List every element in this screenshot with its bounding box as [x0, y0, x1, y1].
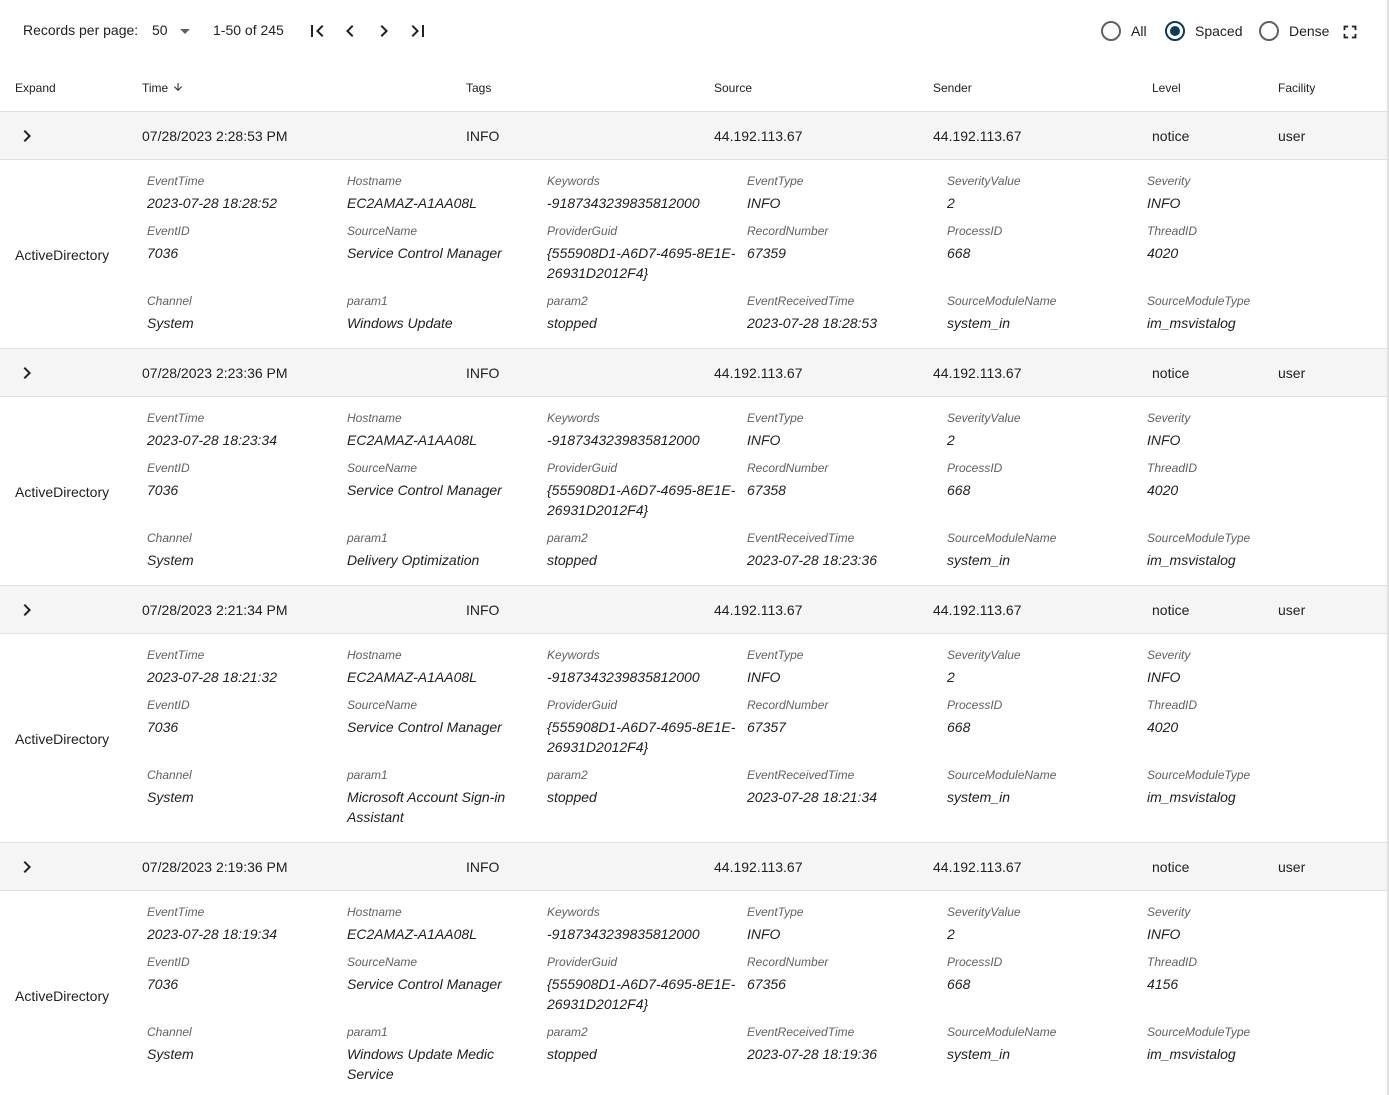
- detail-field-key: param1: [347, 768, 388, 782]
- detail-field-key: Severity: [1147, 648, 1191, 662]
- detail-field: [747, 174, 942, 213]
- cell-level: notice: [1152, 859, 1190, 875]
- detail-field: [147, 224, 342, 263]
- detail-field-key: ProcessID: [947, 955, 1003, 969]
- detail-field-key: EventReceivedTime: [747, 1025, 855, 1039]
- detail-field-key: EventID: [147, 698, 190, 712]
- detail-field: [1147, 461, 1342, 500]
- detail-field: [147, 174, 342, 213]
- detail-field-key: RecordNumber: [747, 461, 829, 475]
- detail-field-value: INFO: [747, 669, 781, 685]
- detail-field-value: EC2AMAZ-A1AA08L: [347, 195, 477, 211]
- detail-field-value: -9187343239835812000: [547, 432, 700, 448]
- detail-field-value: Windows Update: [347, 315, 453, 331]
- detail-field-key: param1: [347, 531, 388, 545]
- pagination-toolbar: [0, 0, 1389, 62]
- detail-field: [947, 461, 1142, 500]
- cell-sender: 44.192.113.67: [933, 365, 1022, 381]
- detail-field-key: ProcessID: [947, 698, 1003, 712]
- detail-field-value: System: [147, 789, 194, 805]
- detail-field: [347, 698, 542, 737]
- detail-field: [1147, 1025, 1342, 1064]
- detail-field-key: Severity: [1147, 905, 1191, 919]
- fullscreen-button[interactable]: [1339, 21, 1361, 43]
- detail-field-value: EC2AMAZ-A1AA08L: [347, 926, 477, 942]
- chevron-right-icon: [15, 855, 39, 879]
- detail-field: [547, 174, 742, 213]
- detail-field-key: Hostname: [347, 905, 402, 919]
- detail-field-key: SourceName: [347, 698, 418, 712]
- detail-field: [947, 1025, 1142, 1064]
- detail-field: [747, 411, 942, 450]
- detail-field: [947, 648, 1142, 687]
- detail-field-key: ThreadID: [1147, 955, 1198, 969]
- radio-dense[interactable]: [1259, 21, 1279, 41]
- row-detail-panel: [0, 891, 1387, 1095]
- column-header-tags[interactable]: Tags: [466, 81, 492, 95]
- detail-field: [747, 1025, 942, 1064]
- detail-field-value: im_msvistalog: [1147, 552, 1236, 568]
- detail-field-value: System: [147, 1046, 194, 1062]
- detail-tag: ActiveDirectory: [15, 731, 110, 747]
- detail-field: [547, 768, 742, 807]
- detail-field-value: Microsoft Account Sign-in Assistant: [347, 789, 506, 825]
- detail-field-value: system_in: [947, 789, 1011, 805]
- detail-field: [947, 698, 1142, 737]
- detail-field-value: 4156: [1147, 976, 1179, 992]
- detail-field: [1147, 174, 1342, 213]
- detail-field: [1147, 411, 1342, 450]
- cell-source: 44.192.113.67: [714, 365, 803, 381]
- detail-field-key: EventType: [747, 411, 804, 425]
- detail-field-value: {555908D1-A6D7-4695-8E1E-26931D2012F4}: [547, 976, 736, 1012]
- cell-facility: user: [1278, 859, 1306, 875]
- view-mode-dense-label: Dense: [1289, 23, 1330, 39]
- column-header-facility[interactable]: Facility: [1278, 81, 1316, 95]
- last-page-icon: [406, 19, 430, 43]
- detail-field: [147, 531, 342, 570]
- detail-field-value: 2: [947, 195, 955, 211]
- detail-field-value: 7036: [147, 976, 179, 992]
- detail-field-key: Channel: [147, 294, 192, 308]
- detail-field-key: ProviderGuid: [547, 461, 618, 475]
- cell-level: notice: [1152, 602, 1190, 618]
- detail-field-value: {555908D1-A6D7-4695-8E1E-26931D2012F4}: [547, 719, 736, 755]
- detail-field-value: 67356: [747, 976, 786, 992]
- detail-field: [747, 905, 942, 944]
- detail-field: [747, 698, 942, 737]
- cell-sender: 44.192.113.67: [933, 128, 1022, 144]
- detail-field: [747, 294, 942, 333]
- column-header-level[interactable]: Level: [1152, 81, 1181, 95]
- detail-field-value: stopped: [547, 315, 597, 331]
- detail-field-value: Service Control Manager: [347, 976, 502, 992]
- column-header-expand: Expand: [15, 81, 56, 95]
- view-mode-spaced-label: Spaced: [1195, 23, 1243, 39]
- detail-field-value: 4020: [1147, 245, 1179, 261]
- detail-field-key: SeverityValue: [947, 411, 1021, 425]
- detail-field-value: stopped: [547, 789, 597, 805]
- detail-field: [147, 411, 342, 450]
- detail-field-key: SourceModuleName: [947, 1025, 1057, 1039]
- detail-field: [547, 461, 742, 520]
- cell-sender: 44.192.113.67: [933, 602, 1022, 618]
- detail-field-key: param2: [547, 768, 588, 782]
- detail-field-key: SourceName: [347, 955, 418, 969]
- page-range-text: 1-50 of 245: [213, 22, 284, 38]
- detail-field-key: param2: [547, 531, 588, 545]
- cell-sender: 44.192.113.67: [933, 859, 1022, 875]
- detail-field-value: stopped: [547, 1046, 597, 1062]
- detail-field: [947, 224, 1142, 263]
- detail-field: [1147, 224, 1342, 263]
- detail-field: [947, 294, 1142, 333]
- detail-field-key: EventReceivedTime: [747, 531, 855, 545]
- detail-field-value: {555908D1-A6D7-4695-8E1E-26931D2012F4}: [547, 245, 736, 281]
- row-detail-panel: [0, 634, 1387, 843]
- detail-field: [1147, 905, 1342, 944]
- detail-field-key: SourceName: [347, 224, 418, 238]
- detail-field-value: EC2AMAZ-A1AA08L: [347, 669, 477, 685]
- cell-facility: user: [1278, 128, 1306, 144]
- detail-field: [147, 461, 342, 500]
- detail-field-key: Channel: [147, 1025, 192, 1039]
- table-row[interactable]: [0, 843, 1387, 891]
- detail-field-key: Severity: [1147, 174, 1191, 188]
- detail-field: [547, 224, 742, 283]
- detail-field-value: 7036: [147, 245, 179, 261]
- table-row[interactable]: [0, 586, 1387, 634]
- detail-field: [347, 294, 542, 333]
- detail-field: [547, 648, 742, 687]
- detail-field-value: system_in: [947, 1046, 1011, 1062]
- detail-field: [347, 768, 542, 827]
- detail-field-key: Hostname: [347, 174, 402, 188]
- detail-field-key: Keywords: [547, 905, 600, 919]
- detail-field-value: 668: [947, 976, 971, 992]
- detail-field-value: System: [147, 552, 194, 568]
- radio-all[interactable]: [1101, 21, 1121, 41]
- detail-field-key: Severity: [1147, 411, 1191, 425]
- cell-facility: user: [1278, 602, 1306, 618]
- detail-field: [347, 648, 542, 687]
- cell-time: 07/28/2023 2:28:53 PM: [142, 128, 288, 144]
- detail-field-key: SeverityValue: [947, 905, 1021, 919]
- detail-field: [747, 531, 942, 570]
- cell-source: 44.192.113.67: [714, 602, 803, 618]
- detail-field-key: param1: [347, 294, 388, 308]
- detail-field-key: param2: [547, 294, 588, 308]
- detail-field-key: ProviderGuid: [547, 224, 618, 238]
- expand-row-button[interactable]: [15, 361, 39, 385]
- cell-source: 44.192.113.67: [714, 859, 803, 875]
- detail-field: [547, 531, 742, 570]
- detail-field-value: stopped: [547, 552, 597, 568]
- detail-field-value: INFO: [747, 195, 781, 211]
- detail-field-key: Keywords: [547, 411, 600, 425]
- detail-field: [1147, 294, 1342, 333]
- detail-field: [347, 905, 542, 944]
- detail-field-key: RecordNumber: [747, 224, 829, 238]
- cell-tags: INFO: [466, 602, 500, 618]
- detail-field-key: Channel: [147, 531, 192, 545]
- detail-field: [747, 224, 942, 263]
- cell-level: notice: [1152, 365, 1190, 381]
- table-row[interactable]: [0, 112, 1387, 160]
- detail-field-value: INFO: [1147, 432, 1181, 448]
- detail-field-key: Hostname: [347, 411, 402, 425]
- detail-field-value: Delivery Optimization: [347, 552, 480, 568]
- detail-field-value: 2023-07-28 18:28:53: [747, 315, 877, 331]
- detail-field: [347, 224, 542, 263]
- column-header-source[interactable]: Source: [714, 81, 753, 95]
- records-per-page-value: 50: [152, 22, 168, 38]
- detail-field-value: im_msvistalog: [1147, 315, 1236, 331]
- detail-field: [1147, 768, 1342, 807]
- detail-tag: ActiveDirectory: [15, 484, 110, 500]
- detail-field: [147, 955, 342, 994]
- detail-field-value: 668: [947, 482, 971, 498]
- detail-field: [347, 461, 542, 500]
- view-mode-all[interactable]: [1101, 19, 1161, 43]
- first-page-button[interactable]: [305, 19, 329, 43]
- detail-field: [947, 955, 1142, 994]
- cell-tags: INFO: [466, 859, 500, 875]
- detail-field-value: 668: [947, 245, 971, 261]
- detail-field-key: param2: [547, 1025, 588, 1039]
- detail-field: [947, 411, 1142, 450]
- detail-field-key: Channel: [147, 768, 192, 782]
- detail-field-key: SourceModuleType: [1147, 1025, 1251, 1039]
- detail-field-key: EventTime: [147, 905, 205, 919]
- detail-field-value: 2023-07-28 18:21:34: [747, 789, 877, 805]
- detail-field: [947, 174, 1142, 213]
- detail-field: [347, 1025, 542, 1084]
- detail-field-value: 2023-07-28 18:28:52: [147, 195, 277, 211]
- detail-field-value: 2: [947, 432, 955, 448]
- expand-row-button[interactable]: [15, 124, 39, 148]
- detail-field: [747, 955, 942, 994]
- arrow-down-icon: [172, 81, 184, 93]
- detail-field-key: SourceModuleName: [947, 531, 1057, 545]
- detail-field-key: SourceModuleType: [1147, 531, 1251, 545]
- detail-field-value: system_in: [947, 552, 1011, 568]
- detail-field-key: ThreadID: [1147, 698, 1198, 712]
- detail-field-value: 2: [947, 669, 955, 685]
- detail-field-value: INFO: [1147, 669, 1181, 685]
- detail-field: [547, 411, 742, 450]
- detail-field: [147, 698, 342, 737]
- detail-field: [1147, 648, 1342, 687]
- detail-field-value: INFO: [747, 926, 781, 942]
- detail-field-key: EventTime: [147, 648, 205, 662]
- cell-facility: user: [1278, 365, 1306, 381]
- detail-field-key: SourceModuleType: [1147, 294, 1251, 308]
- detail-field-key: ProviderGuid: [547, 955, 618, 969]
- chevron-right-icon: [15, 124, 39, 148]
- detail-field: [347, 531, 542, 570]
- detail-field-key: EventID: [147, 461, 190, 475]
- detail-field-value: im_msvistalog: [1147, 1046, 1236, 1062]
- detail-field-key: EventType: [747, 905, 804, 919]
- detail-field-value: -9187343239835812000: [547, 195, 700, 211]
- column-header-time-label: Time: [142, 81, 169, 95]
- fullscreen-icon: [1339, 21, 1361, 43]
- detail-field-key: SourceModuleName: [947, 294, 1057, 308]
- detail-field-key: ProviderGuid: [547, 698, 618, 712]
- chevron-right-icon: [15, 598, 39, 622]
- records-per-page-label: Records per page:: [23, 22, 139, 38]
- log-table-body: [0, 112, 1387, 1095]
- detail-field-value: EC2AMAZ-A1AA08L: [347, 432, 477, 448]
- detail-field-key: SeverityValue: [947, 648, 1021, 662]
- detail-field: [147, 1025, 342, 1064]
- table-row[interactable]: [0, 349, 1387, 397]
- detail-field-key: SourceModuleName: [947, 768, 1057, 782]
- row-detail-panel: [0, 397, 1387, 586]
- detail-field-value: Windows Update Medic Service: [347, 1046, 494, 1082]
- detail-field-value: 7036: [147, 719, 179, 735]
- view-mode-dense[interactable]: [1259, 19, 1331, 43]
- detail-field-key: RecordNumber: [747, 698, 829, 712]
- detail-field-key: RecordNumber: [747, 955, 829, 969]
- detail-field: [947, 905, 1142, 944]
- detail-field-value: Service Control Manager: [347, 245, 502, 261]
- detail-field-value: 67357: [747, 719, 786, 735]
- table-header: [0, 62, 1387, 112]
- detail-field: [747, 648, 942, 687]
- detail-field-key: EventTime: [147, 174, 205, 188]
- detail-field: [1147, 698, 1342, 737]
- detail-field: [547, 294, 742, 333]
- detail-field: [947, 531, 1142, 570]
- detail-field: [547, 955, 742, 1014]
- detail-field-value: 668: [947, 719, 971, 735]
- detail-field-value: 2023-07-28 18:23:36: [747, 552, 877, 568]
- detail-field: [947, 768, 1142, 807]
- detail-field: [747, 768, 942, 807]
- first-page-icon: [305, 19, 329, 43]
- detail-field-value: system_in: [947, 315, 1011, 331]
- cell-level: notice: [1152, 128, 1190, 144]
- detail-field: [347, 955, 542, 994]
- previous-page-button[interactable]: [338, 19, 362, 43]
- detail-field: [747, 461, 942, 500]
- detail-field-key: ThreadID: [1147, 461, 1198, 475]
- detail-field-key: ProcessID: [947, 461, 1003, 475]
- detail-field-key: SeverityValue: [947, 174, 1021, 188]
- chevron-right-icon: [15, 361, 39, 385]
- detail-field-value: -9187343239835812000: [547, 926, 700, 942]
- detail-field-value: 67359: [747, 245, 786, 261]
- detail-field-value: -9187343239835812000: [547, 669, 700, 685]
- radio-spaced[interactable]: [1165, 21, 1185, 41]
- expand-row-button[interactable]: [15, 598, 39, 622]
- view-mode-all-label: All: [1131, 23, 1147, 39]
- detail-field: [147, 648, 342, 687]
- cell-time: 07/28/2023 2:19:36 PM: [142, 859, 288, 875]
- detail-field-value: 2023-07-28 18:21:32: [147, 669, 277, 685]
- detail-field-value: 2023-07-28 18:19:34: [147, 926, 277, 942]
- detail-field-value: 2023-07-28 18:19:36: [747, 1046, 877, 1062]
- detail-field-value: INFO: [747, 432, 781, 448]
- expand-row-button[interactable]: [15, 855, 39, 879]
- detail-field-key: SourceName: [347, 461, 418, 475]
- cell-tags: INFO: [466, 128, 500, 144]
- cell-tags: INFO: [466, 365, 500, 381]
- detail-field-value: 4020: [1147, 482, 1179, 498]
- detail-field: [147, 905, 342, 944]
- view-mode-spaced[interactable]: [1165, 19, 1250, 43]
- detail-field: [347, 411, 542, 450]
- detail-field: [1147, 531, 1342, 570]
- detail-field-key: EventType: [747, 174, 804, 188]
- detail-field-key: EventReceivedTime: [747, 294, 855, 308]
- detail-field-value: im_msvistalog: [1147, 789, 1236, 805]
- detail-field: [147, 768, 342, 807]
- detail-field-value: {555908D1-A6D7-4695-8E1E-26931D2012F4}: [547, 482, 736, 518]
- detail-field-key: Keywords: [547, 174, 600, 188]
- detail-field: [547, 698, 742, 757]
- chevron-left-icon: [338, 19, 362, 43]
- detail-tag: ActiveDirectory: [15, 247, 110, 263]
- detail-field-key: ProcessID: [947, 224, 1003, 238]
- cell-time: 07/28/2023 2:21:34 PM: [142, 602, 288, 618]
- caret-down-icon: [180, 29, 190, 34]
- detail-field-value: 4020: [1147, 719, 1179, 735]
- column-header-sender[interactable]: Sender: [933, 81, 972, 95]
- detail-field-value: INFO: [1147, 195, 1181, 211]
- detail-field-key: EventTime: [147, 411, 205, 425]
- chevron-right-icon: [372, 19, 396, 43]
- cell-source: 44.192.113.67: [714, 128, 803, 144]
- detail-field-value: 7036: [147, 482, 179, 498]
- detail-field-value: Service Control Manager: [347, 719, 502, 735]
- cell-time: 07/28/2023 2:23:36 PM: [142, 365, 288, 381]
- detail-field-key: EventID: [147, 224, 190, 238]
- detail-field-key: Keywords: [547, 648, 600, 662]
- row-detail-panel: [0, 160, 1387, 349]
- detail-field-value: INFO: [1147, 926, 1181, 942]
- detail-field-value: 2: [947, 926, 955, 942]
- detail-field-key: param1: [347, 1025, 388, 1039]
- detail-field-key: SourceModuleType: [1147, 768, 1251, 782]
- detail-field-key: ThreadID: [1147, 224, 1198, 238]
- last-page-button[interactable]: [406, 19, 430, 43]
- next-page-button[interactable]: [372, 19, 396, 43]
- detail-field-key: EventReceivedTime: [747, 768, 855, 782]
- detail-field-key: EventID: [147, 955, 190, 969]
- detail-field: [347, 174, 542, 213]
- detail-tag: ActiveDirectory: [15, 988, 110, 1004]
- detail-field: [547, 1025, 742, 1064]
- detail-field-value: Service Control Manager: [347, 482, 502, 498]
- detail-field: [1147, 955, 1342, 994]
- column-header-time[interactable]: [142, 81, 184, 95]
- detail-field-key: EventType: [747, 648, 804, 662]
- detail-field: [147, 294, 342, 333]
- detail-field-value: 67358: [747, 482, 786, 498]
- detail-field: [547, 905, 742, 944]
- detail-field-value: 2023-07-28 18:23:34: [147, 432, 277, 448]
- detail-field-key: Hostname: [347, 648, 402, 662]
- records-per-page-select[interactable]: [152, 20, 198, 42]
- detail-field-value: System: [147, 315, 194, 331]
